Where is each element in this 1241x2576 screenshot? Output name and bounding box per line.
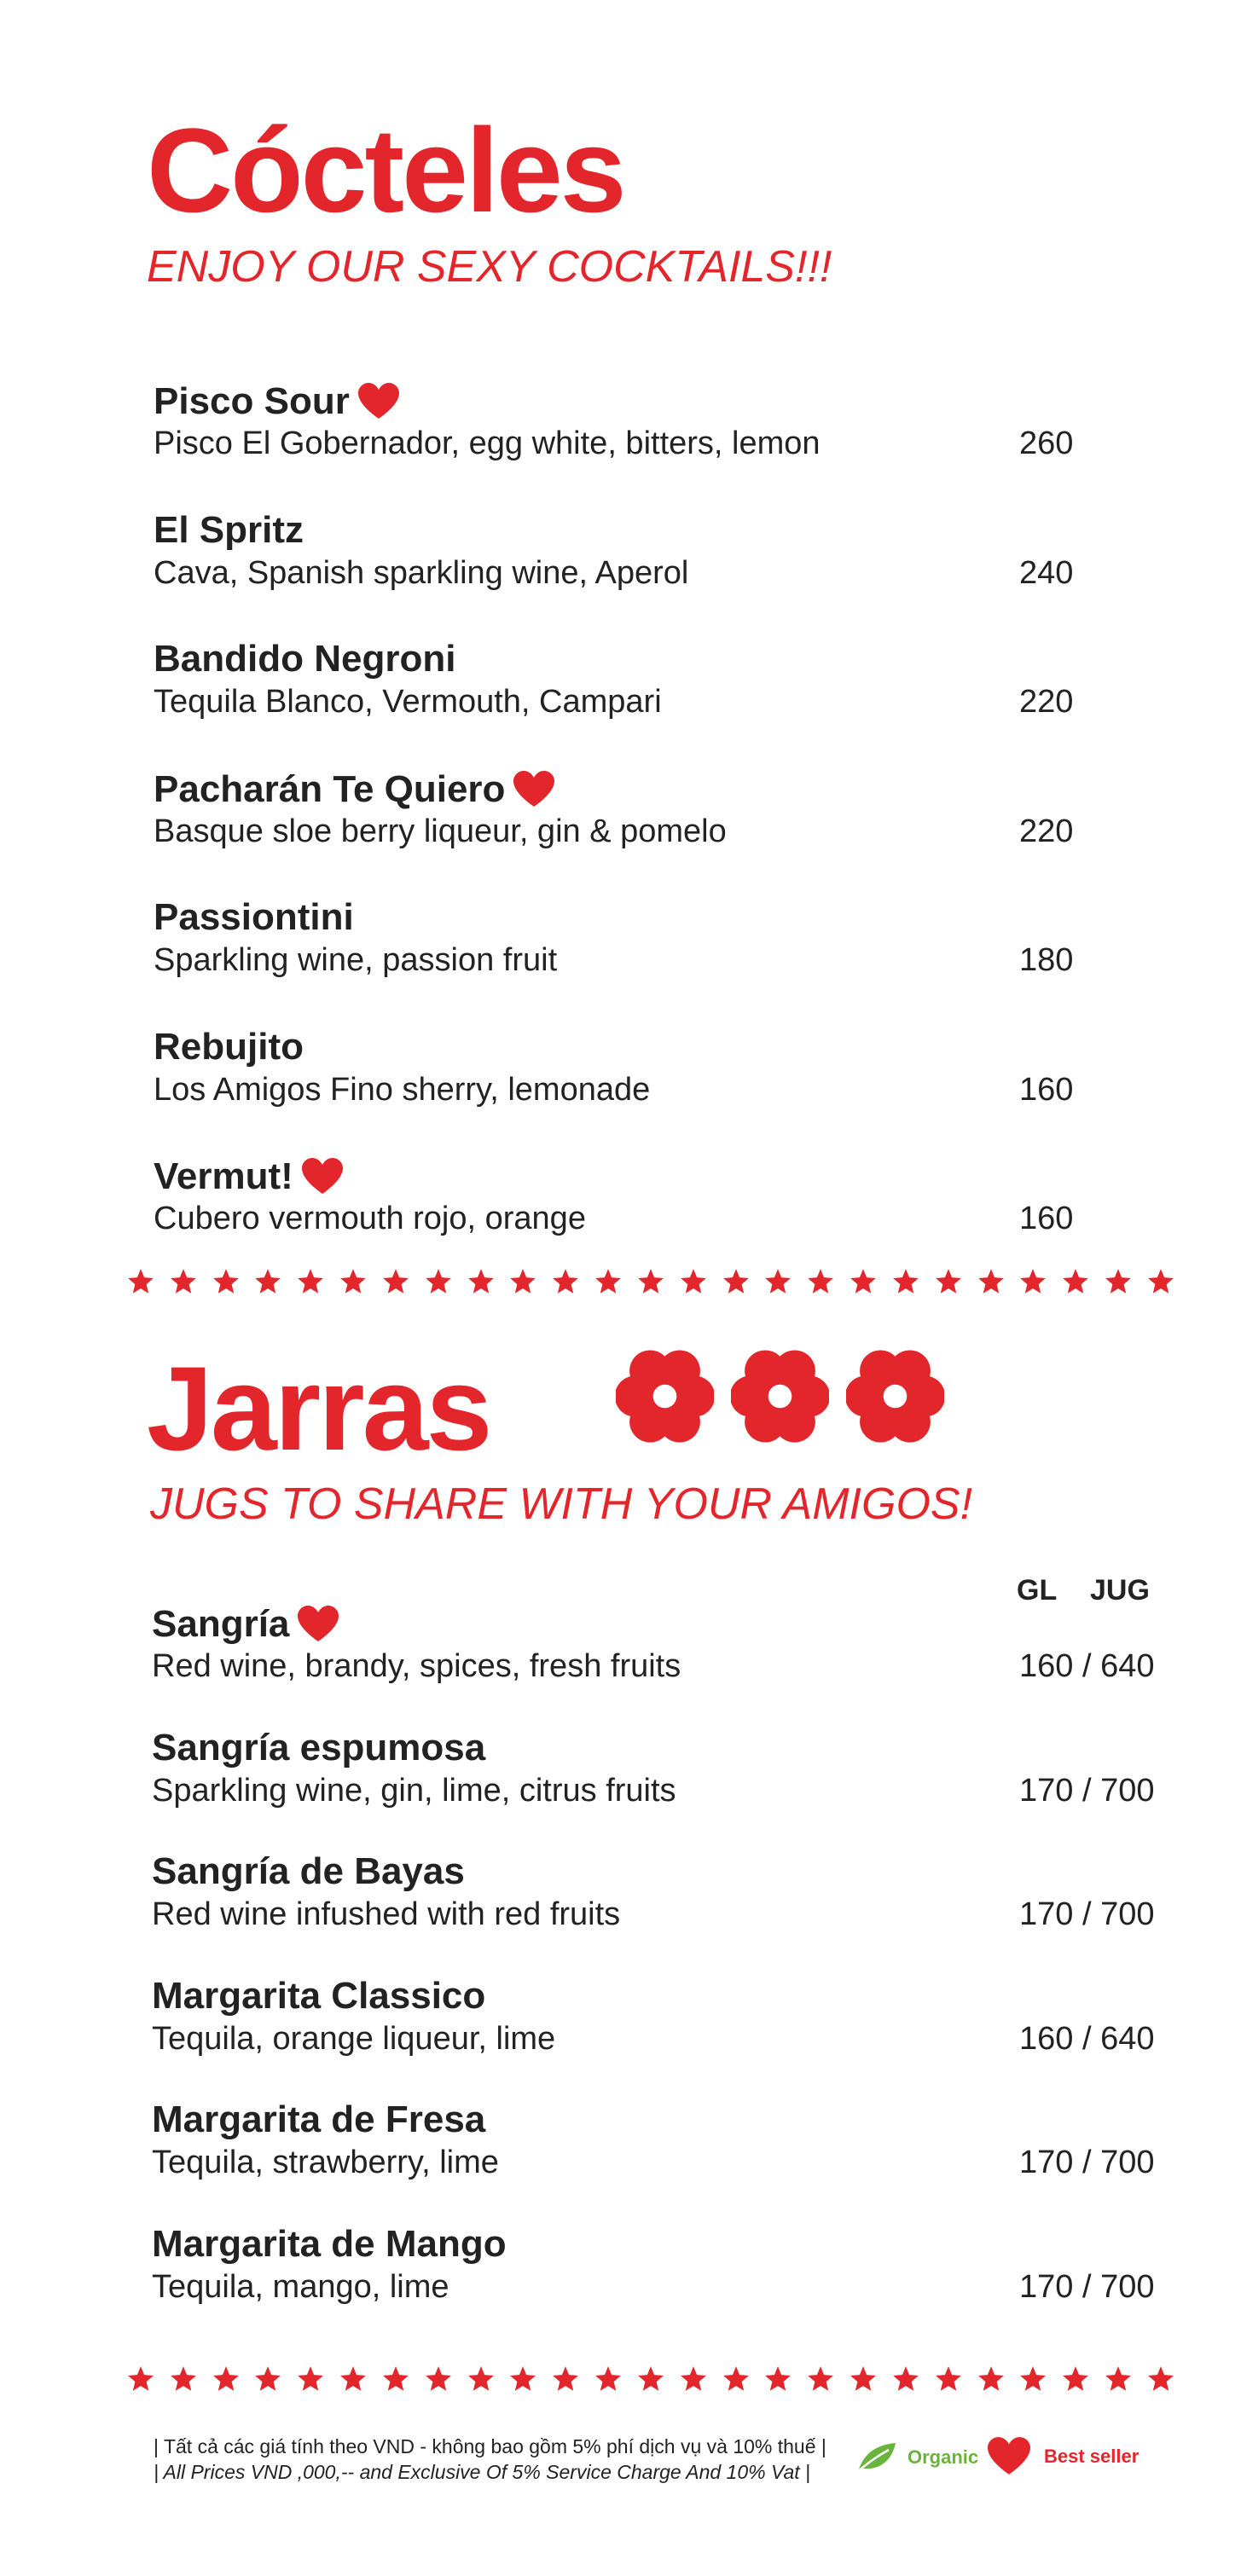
menu-item-name-text: Sangría de Bayas: [152, 1850, 465, 1892]
menu-item-name: [152, 2098, 486, 2140]
cocteles-title: Cócteles: [147, 103, 624, 237]
heart-icon: [358, 382, 399, 421]
menu-item-name-text: Sangría espumosa: [152, 1726, 486, 1768]
menu-item-name-text: Pacharán Te Quiero: [154, 767, 506, 810]
menu-item-price: 170 / 700: [1019, 2268, 1155, 2305]
menu-item-name-text: Margarita de Mango: [152, 2222, 507, 2265]
menu-item-name: [152, 1726, 486, 1768]
menu-item-description: Basque sloe berry liqueur, gin & pomelo: [154, 813, 727, 849]
star-icon: [849, 1267, 878, 1296]
menu-item-name-text: El Spritz: [154, 508, 304, 551]
menu-item-price: 160 / 640: [1019, 2020, 1155, 2057]
jarras-title: Jarras: [147, 1341, 490, 1475]
menu-item-description: Cava, Spanish sparkling wine, Aperol: [154, 554, 689, 591]
star-icon: [934, 1267, 963, 1296]
star-icon: [467, 1267, 496, 1296]
legend-organic: [855, 2441, 978, 2474]
star-icon: [806, 1267, 835, 1296]
menu-item-description: Sparkling wine, gin, lime, citrus fruits: [152, 1772, 676, 1809]
legend-best-seller: [988, 2437, 1139, 2476]
menu-item-name: [152, 2222, 507, 2265]
menu-item-price: 160: [1019, 1071, 1074, 1108]
star-icon: [253, 1267, 282, 1296]
heart-icon: [513, 770, 554, 809]
star-icon: [551, 2365, 580, 2394]
star-icon: [594, 1267, 623, 1296]
menu-item-description: Red wine, brandy, spices, fresh fruits: [152, 1648, 681, 1684]
star-icon: [296, 2365, 325, 2394]
star-icon: [722, 1267, 751, 1296]
menu-item-name: [154, 382, 399, 421]
menu-item-name-text: Rebujito: [154, 1025, 304, 1068]
menu-item-name-text: Vermut!: [154, 1155, 293, 1197]
menu-item-description: Tequila, mango, lime: [152, 2268, 449, 2305]
star-icon: [849, 2365, 878, 2394]
star-icon: [1104, 1267, 1133, 1296]
menu-item-price: 220: [1019, 813, 1074, 849]
heart-icon: [302, 1157, 343, 1196]
menu-item-description: Red wine infushed with red fruits: [152, 1896, 621, 1932]
menu-item-description: Tequila, orange liqueur, lime: [152, 2020, 556, 2057]
menu-item-name: [154, 508, 304, 551]
organic-label: Organic: [908, 2446, 979, 2468]
footer-note-vietnamese: | Tất cả các giá tính theo VND - không bao gồm 5% phí dịch vụ và 10% thuế |: [154, 2435, 826, 2457]
star-icon: [212, 2365, 241, 2394]
star-icon: [636, 1267, 665, 1296]
heart-icon: [988, 2437, 1030, 2476]
star-icon: [1018, 1267, 1047, 1296]
menu-item-description: Los Amigos Fino sherry, lemonade: [154, 1071, 651, 1108]
menu-item-name: [154, 640, 455, 678]
menu-item-price: 170 / 700: [1019, 1896, 1155, 1932]
menu-item-name-text: Bandido Negroni: [154, 638, 456, 680]
flower-icon: [731, 1347, 829, 1445]
star-icon: [891, 1267, 920, 1296]
star-icon: [891, 2365, 920, 2394]
star-icon: [1018, 2365, 1047, 2394]
menu-item-name-text: Passiontini: [154, 896, 354, 938]
star-icon: [381, 2365, 410, 2394]
menu-item-name: [154, 1025, 304, 1068]
star-icon: [424, 1267, 453, 1296]
menu-item-description: Tequila, strawberry, lime: [152, 2145, 499, 2180]
star-icon: [381, 1267, 410, 1296]
leaf-icon: [855, 2441, 897, 2474]
column-header-gl: GL: [1017, 1574, 1058, 1606]
star-icon: [934, 2365, 963, 2394]
menu-item-name-text: Margarita Classico: [152, 1974, 486, 2017]
flower-decoration: [616, 1347, 944, 1445]
star-icon: [636, 2365, 665, 2394]
star-icon: [1146, 2365, 1175, 2394]
star-icon: [551, 1267, 580, 1296]
flower-icon: [616, 1347, 714, 1445]
star-icon: [763, 2365, 792, 2394]
star-icon: [1104, 2365, 1133, 2394]
menu-item-price: 260: [1019, 425, 1074, 461]
menu-item-price: 240: [1019, 554, 1074, 591]
menu-item-name: [154, 1157, 343, 1196]
menu-item-price: 160: [1019, 1201, 1074, 1236]
star-divider-bottom: [126, 2365, 1175, 2394]
footer-note-english: | All Prices VND ,000,-- and Exclusive Of 5% Service Charge And 10% Vat |: [154, 2461, 810, 2483]
star-divider-top: [126, 1267, 1175, 1296]
menu-item-name: [152, 1850, 465, 1892]
star-icon: [253, 2365, 282, 2394]
star-icon: [977, 1267, 1006, 1296]
star-icon: [1146, 1267, 1175, 1296]
star-icon: [508, 1267, 537, 1296]
star-icon: [1061, 1267, 1090, 1296]
cocteles-subtitle: ENJOY OUR SEXY COCKTAILS!!!: [147, 242, 832, 292]
star-icon: [212, 1267, 241, 1296]
star-icon: [679, 1267, 708, 1296]
star-icon: [467, 2365, 496, 2394]
star-icon: [169, 1267, 198, 1296]
best-seller-label: Best seller: [1044, 2446, 1140, 2467]
menu-item-price: 170 / 700: [1019, 2145, 1155, 2180]
menu-item-price: 180: [1019, 942, 1074, 978]
star-icon: [679, 2365, 708, 2394]
star-icon: [977, 2365, 1006, 2394]
menu-item-name-text: Pisco Sour: [154, 380, 350, 422]
menu-item-description: Tequila Blanco, Vermouth, Campari: [154, 684, 662, 720]
star-icon: [424, 2365, 453, 2394]
star-icon: [806, 2365, 835, 2394]
star-icon: [126, 1267, 155, 1296]
menu-item-name: [152, 1974, 486, 2017]
menu-item-description: Pisco El Gobernador, egg white, bitters, lemon: [154, 425, 821, 461]
star-icon: [508, 2365, 537, 2394]
menu-item-price: 160 / 640: [1019, 1648, 1155, 1684]
menu-item-name-text: Sangría: [152, 1603, 290, 1645]
star-icon: [126, 2365, 155, 2394]
column-header-jug: JUG: [1090, 1574, 1150, 1606]
star-icon: [339, 2365, 368, 2394]
menu-item-name-text: Margarita de Fresa: [152, 2098, 486, 2140]
menu-item-name: [154, 767, 554, 810]
menu-item-description: Sparkling wine, passion fruit: [154, 942, 558, 978]
star-icon: [722, 2365, 751, 2394]
jarras-subtitle: JUGS TO SHARE WITH YOUR AMIGOS!: [150, 1479, 973, 1529]
star-icon: [594, 2365, 623, 2394]
menu-item-price: 220: [1019, 684, 1074, 720]
menu-item-price: 170 / 700: [1019, 1772, 1155, 1809]
menu-item-name: [152, 1605, 339, 1644]
menu-item-description: Cubero vermouth rojo, orange: [154, 1201, 586, 1236]
star-icon: [1061, 2365, 1090, 2394]
star-icon: [763, 1267, 792, 1296]
flower-icon: [846, 1347, 944, 1445]
star-icon: [339, 1267, 368, 1296]
star-icon: [169, 2365, 198, 2394]
star-icon: [296, 1267, 325, 1296]
menu-item-name: [154, 896, 354, 938]
heart-icon: [298, 1605, 339, 1644]
